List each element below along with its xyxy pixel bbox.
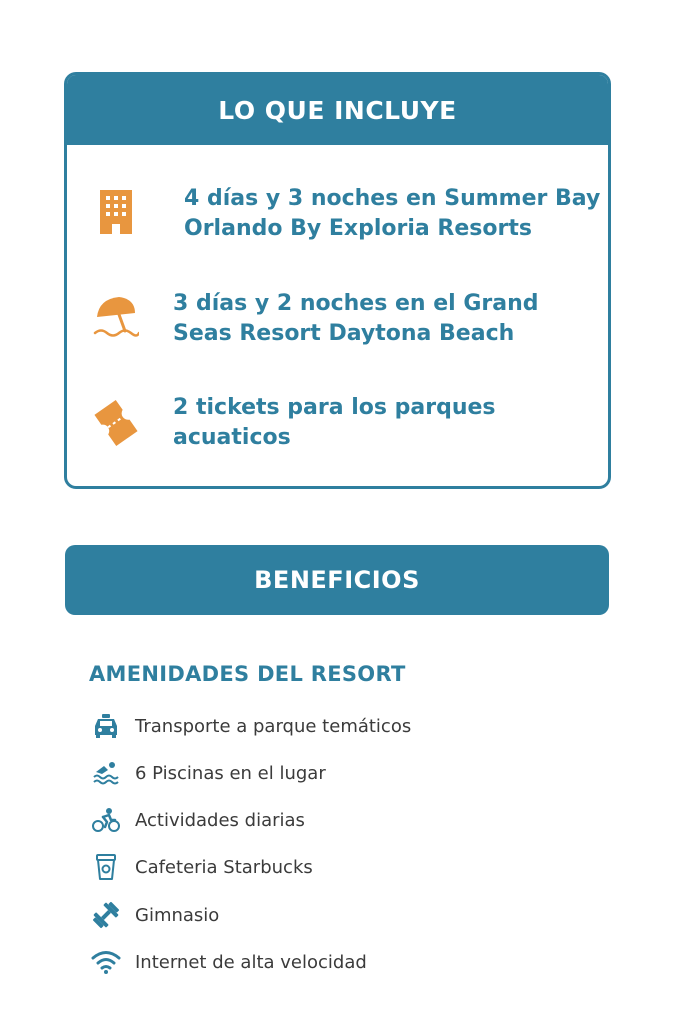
include-text-hotel xyxy=(184,184,604,244)
benefits-banner xyxy=(65,545,609,615)
coffee-cup-icon xyxy=(91,852,121,882)
amenity-item-gym xyxy=(91,900,219,930)
includes-card xyxy=(64,72,611,489)
amenity-label: 6 Piscinas en el lugar xyxy=(135,762,326,784)
amenity-label: Internet de alta velocidad xyxy=(135,951,367,973)
include-text-beach xyxy=(173,289,603,349)
amenity-item-cafe xyxy=(91,852,313,882)
beach-umbrella-icon xyxy=(92,293,140,341)
wifi-icon xyxy=(91,947,121,977)
include-text-line1: 4 días y 3 noches en Summer Bay xyxy=(184,186,601,211)
amenity-label: Gimnasio xyxy=(135,904,220,926)
ticket-icon xyxy=(92,399,140,447)
include-text-line2: acuaticos xyxy=(173,425,291,450)
includes-header xyxy=(67,75,608,145)
amenity-label: Transporte a parque temáticos xyxy=(135,715,412,737)
amenity-item-pools xyxy=(91,758,326,788)
include-item-tickets xyxy=(67,389,608,469)
taxi-icon xyxy=(91,711,121,741)
swimming-icon xyxy=(91,758,121,788)
includes-title: LO QUE INCLUYE xyxy=(218,95,457,125)
amenity-label: Actividades diarias xyxy=(135,809,305,831)
include-text-tickets xyxy=(173,393,603,453)
include-text-line1: 2 tickets para los parques xyxy=(173,395,496,420)
include-item-beach xyxy=(67,285,608,365)
amenities-title: AMENIDADES DEL RESORT xyxy=(89,662,406,686)
include-item-hotel xyxy=(67,180,608,260)
cyclist-icon xyxy=(91,805,121,835)
amenity-item-transport xyxy=(91,711,411,741)
hotel-building-icon xyxy=(92,188,140,236)
include-text-line2: Seas Resort Daytona Beach xyxy=(173,321,515,346)
include-text-line2: Orlando By Exploria Resorts xyxy=(184,216,532,241)
include-text-line1: 3 días y 2 noches en el Grand xyxy=(173,291,539,316)
amenity-item-internet xyxy=(91,947,367,977)
dumbbell-icon xyxy=(91,900,121,930)
benefits-title: BENEFICIOS xyxy=(254,566,420,594)
amenity-item-activities xyxy=(91,805,305,835)
amenity-label: Cafeteria Starbucks xyxy=(135,856,313,878)
